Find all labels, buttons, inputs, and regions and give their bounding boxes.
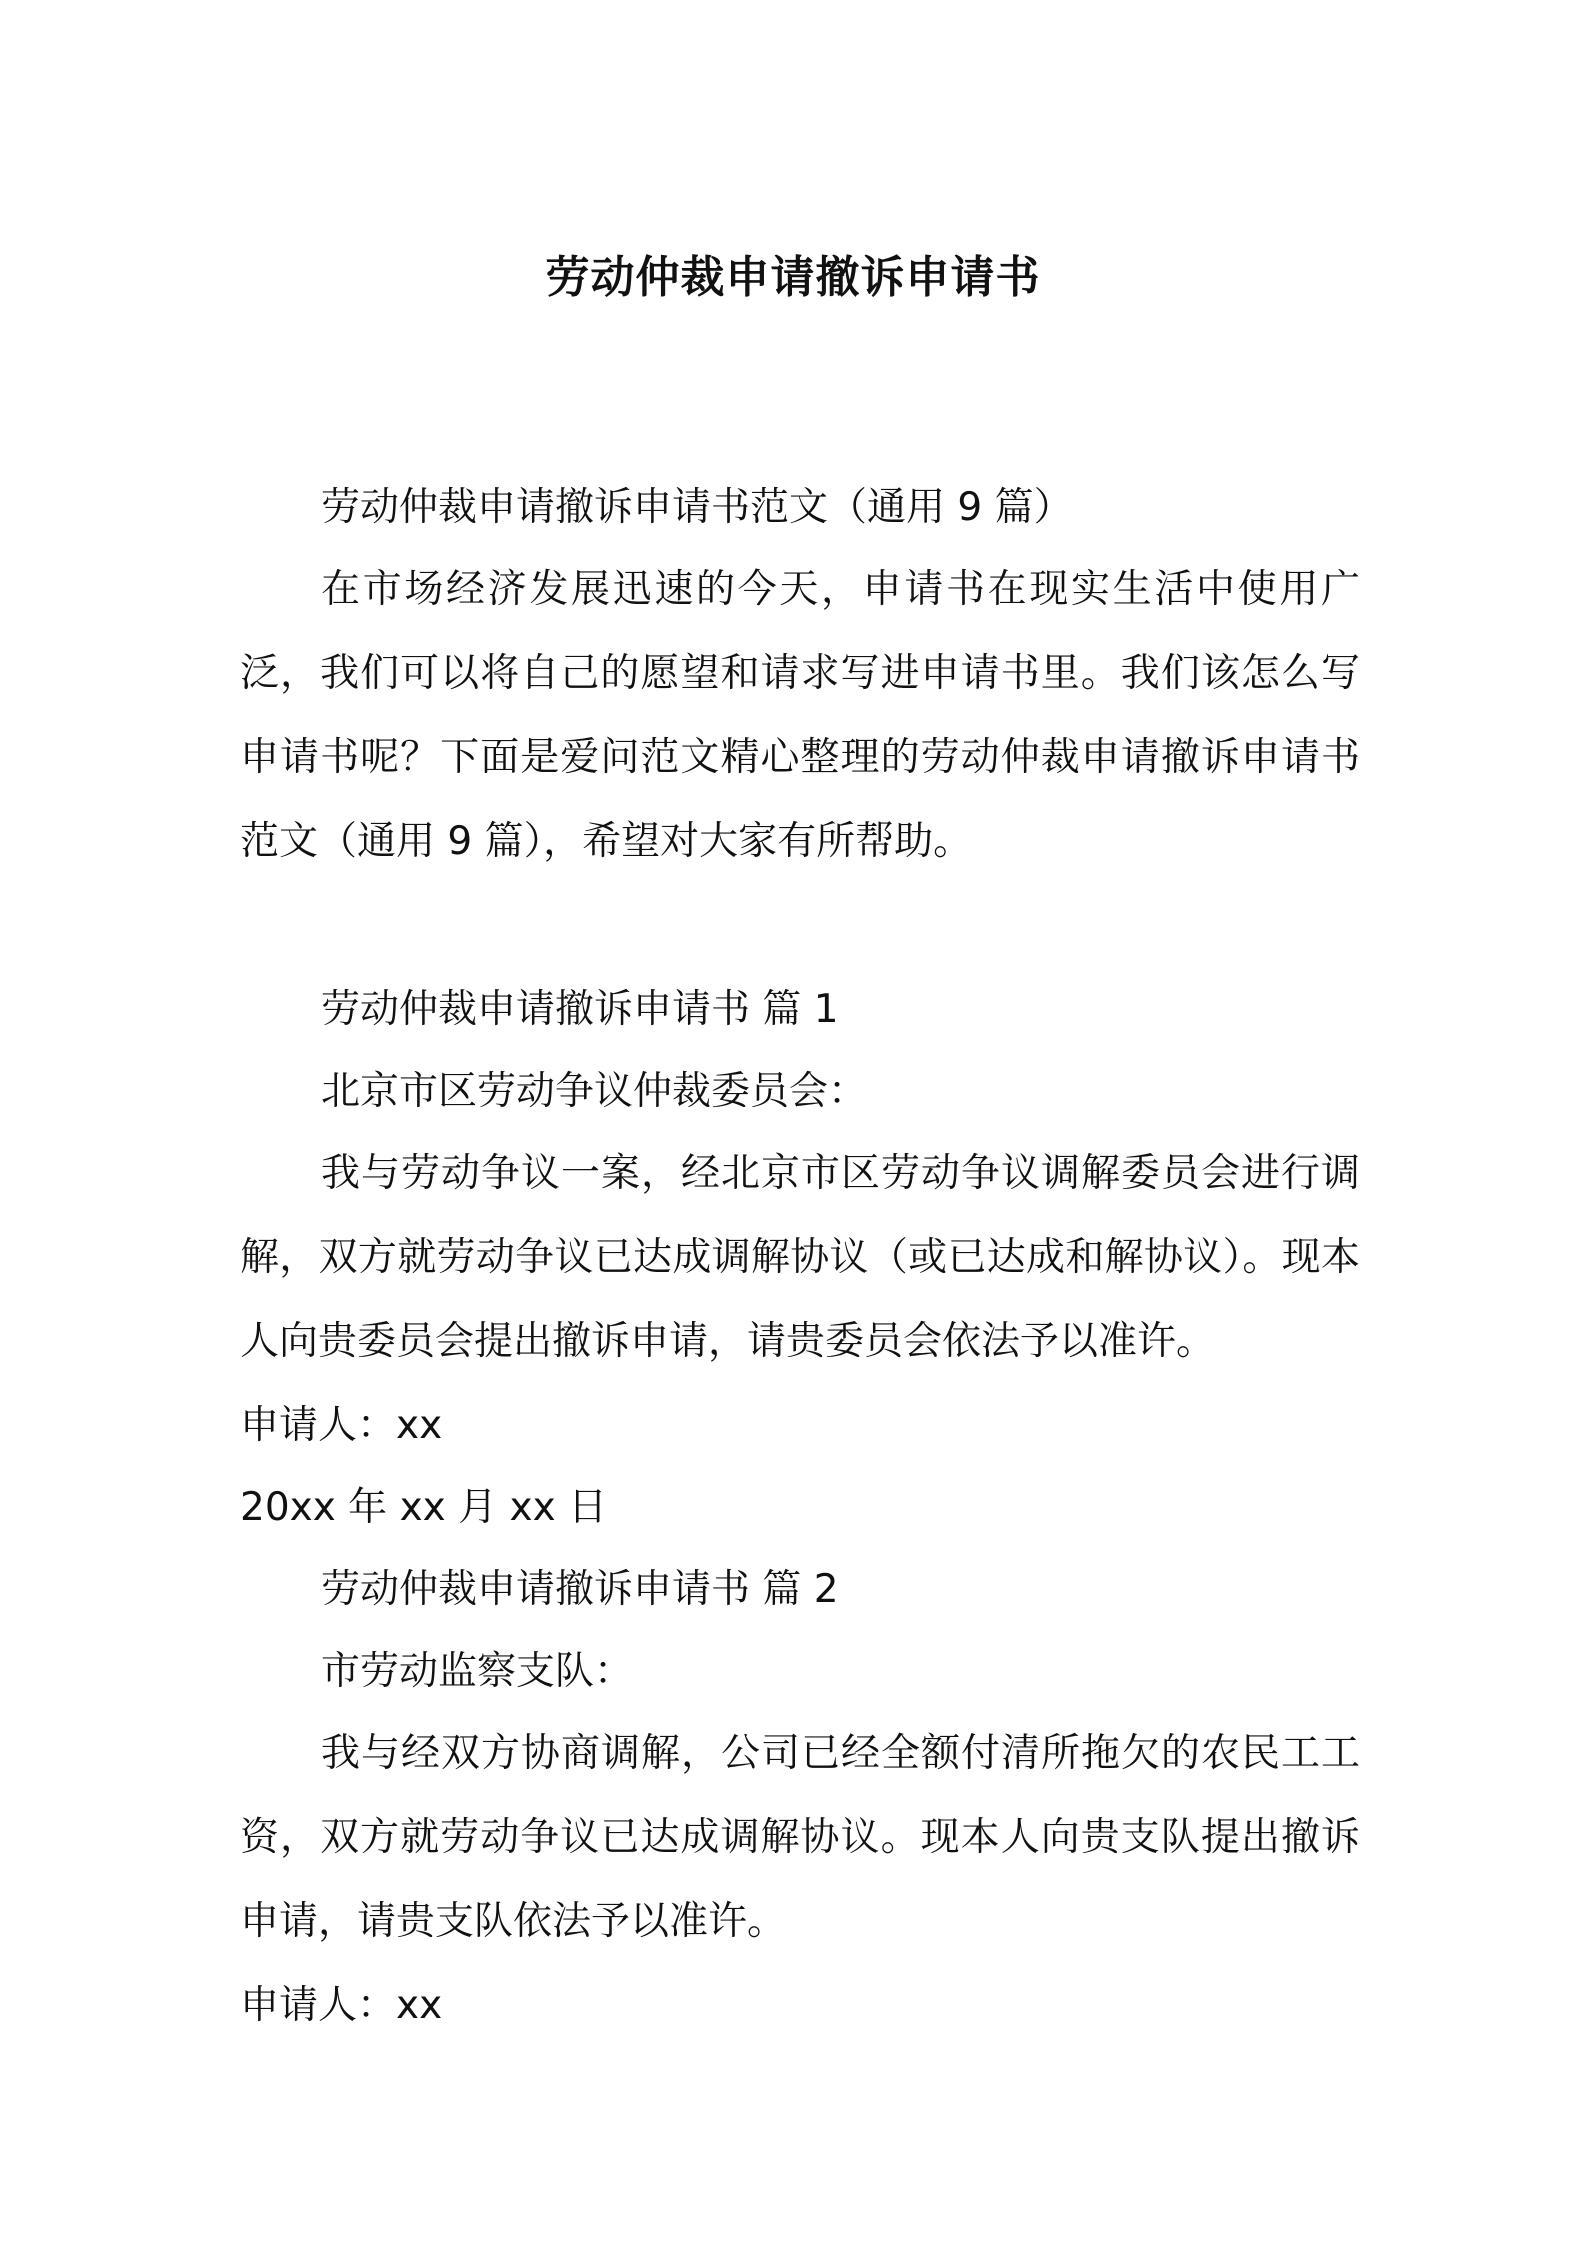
section-2-body: 我与经双方协商调解，公司已经全额付清所拖欠的农民工工资，双方就劳动争议已达成调解协议。现本人向贵支队提出撤诉申请，请贵支队依法予以准许。 (240, 1731, 1360, 1944)
section-2-addressee: 市劳动监察支队： (321, 1649, 634, 1694)
intro-paragraph: 在市场经济发展迅速的今天，申请书在现实生活中使用广泛，我们可以将自己的愿望和请求写进申请书里。我们该怎么写申请书呢？下面是爱问范文精心整理的劳动仲裁申请撤诉申请书范文（通用 9 篇），希望对大家有所帮助。 (240, 567, 1360, 864)
section-1-addressee: 北京市区劳动争议仲裁委员会： (321, 1069, 868, 1114)
document-title: 劳动仲裁申请撤诉申请书 (545, 252, 1041, 303)
section-1-date: 20xx 年 xx 月 xx 日 (240, 1485, 608, 1530)
section-1-body: 我与劳动争议一案，经北京市区劳动争议调解委员会进行调解，双方就劳动争议已达成调解协议（或已达成和解协议）。现本人向贵委员会提出撤诉申请，请贵委员会依法予以准许。 (240, 1151, 1360, 1364)
document-subtitle: 劳动仲裁申请撤诉申请书范文（通用 9 篇） (321, 485, 1073, 530)
section-2-heading: 劳动仲裁申请撤诉申请书 篇 2 (321, 1567, 839, 1612)
section-1-heading: 劳动仲裁申请撤诉申请书 篇 1 (321, 987, 839, 1032)
section-2-applicant: 申请人：xx (240, 1983, 443, 2028)
section-1-applicant: 申请人：xx (240, 1403, 443, 1448)
